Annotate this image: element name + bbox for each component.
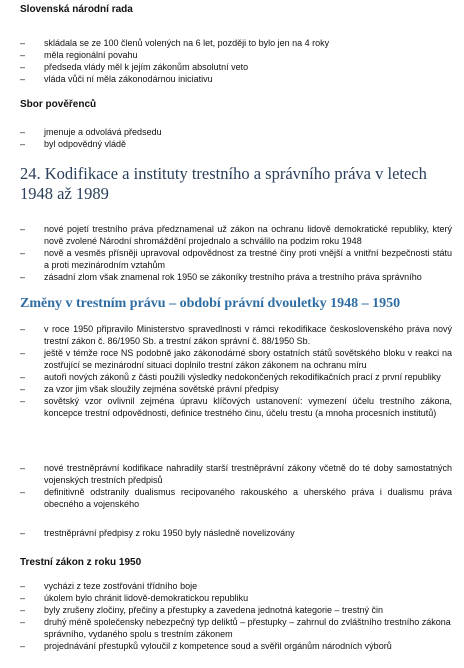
list-item: – byl odpovědný vládě: [20, 138, 452, 150]
list-item: – zásadní zlom však znamenal rok 1950 se zákoníky trestního práva a trestního práva správního: [20, 271, 452, 283]
list-item: – vláda vůči ní měla zákonodárnou iniciativu: [20, 73, 452, 85]
list-item: – skládala se ze 100 členů volených na 6 let, později to bylo jen na 4 roky: [20, 37, 452, 49]
list-changes-b: [20, 462, 452, 510]
list-item: – za vzor jim však sloužily zejména sovětské právní předpisy: [20, 383, 452, 395]
section-title: Trestní zákon z roku 1950: [20, 557, 142, 568]
list-item: – předseda vlády měl k jejím zákonům absolutní veto: [20, 61, 452, 73]
section-slovenska-narodni-rada: [20, 4, 452, 15]
list-item: – ještě v témže roce NS podobně jako zákonodárné sbory ostatních států sovětského bloku v reakci na zostřující se mezinárodní situaci doplnilo trestní zákon zákonem na ochranu míru: [20, 347, 452, 371]
list-item: – v roce 1950 připravilo Ministerstvo spravedlnosti v rámci rekodifikace československého práva nový trestní zákon č. 86/1950 Sb. a trestní zákon správní č. 88/1950 Sb.: [20, 323, 452, 347]
list-item: – trestněprávní předpisy z roku 1950 byly následně novelizovány: [20, 527, 452, 539]
list-slovenska-narodni-rada: [20, 37, 452, 85]
list-item: – sovětský vzor ovlivnil zejména úpravu klíčových ustanovení: vymezení účelu trestního zákona, koncepce trestní odpovědnosti, definice trestného činu, účelu trestu (a mnoha procesních institutů): [20, 395, 452, 419]
chapter-heading-block: [20, 164, 456, 204]
list-item: – jmenuje a odvolává předsedu: [20, 126, 452, 138]
list-item: – vycházi z teze zostřování třídního boje: [20, 580, 452, 592]
section-title: Sbor pověřenců: [20, 99, 97, 110]
list-item: – autoři nových zákonů z části použili výsledky nedokončených rekodifikačních prací z první republiky: [20, 371, 452, 383]
section-sbor-poverencu: [20, 99, 452, 110]
chapter-heading: 24. Kodifikace a instituty trestního a správního práva v letech 1948 až 1989: [20, 164, 427, 203]
list-trestni-zakon-1950: [20, 580, 452, 652]
list-item: – nově a vesměs přísněji upravoval odpovědnost za trestné činy proti vnější a vnitřní bezpečnosti státu a proti mezinárodním vztahům: [20, 247, 452, 271]
subsection-heading: Změny v trestním právu – období právní dvouletky 1948 – 1950: [20, 296, 401, 311]
list-item: – definitivně odstranily dualismus recipovaného rakouského a uherského práva i dualismu práva obecného a vojenského: [20, 486, 452, 510]
list-item: – byly zrušeny zločiny, přečiny a přestupky a zavedena jednotná kategorie – trestný čin: [20, 604, 452, 616]
list-item: – měla regionální povahu: [20, 49, 452, 61]
list-item: – nové trestněprávní kodifikace nahradily starší trestněprávní zákony včetně do té doby samostatných vojenských trestních předpisů: [20, 462, 452, 486]
section-title: Slovenská národní rada: [20, 4, 133, 15]
list-item: – úkolem bylo chránit lidově-demokratickou republiku: [20, 592, 452, 604]
section-trestni-zakon-1950: [20, 557, 452, 568]
list-sbor-poverencu: [20, 126, 452, 150]
list-item: – nové pojetí trestního práva předznamenal už zákon na ochranu lidově demokratické republiky, který nově zvolené Národní shromáždění projednalo a schválilo na podzim roku 1948: [20, 223, 452, 247]
changes-heading-block: [20, 295, 452, 313]
list-changes-a: [20, 323, 452, 419]
list-item: – projednávání přestupků vyloučil z kompetence soud a svěřil orgánům národních výborů: [20, 640, 452, 652]
list-changes-c: [20, 527, 452, 539]
list-item: – druhý méně společensky nebezpečný typ deliktů – přestupky – zahrnul do zvláštního trestního zákona správního, vydaného spolu s trestním zákonem: [20, 616, 452, 640]
list-chapter-intro: [20, 223, 452, 283]
